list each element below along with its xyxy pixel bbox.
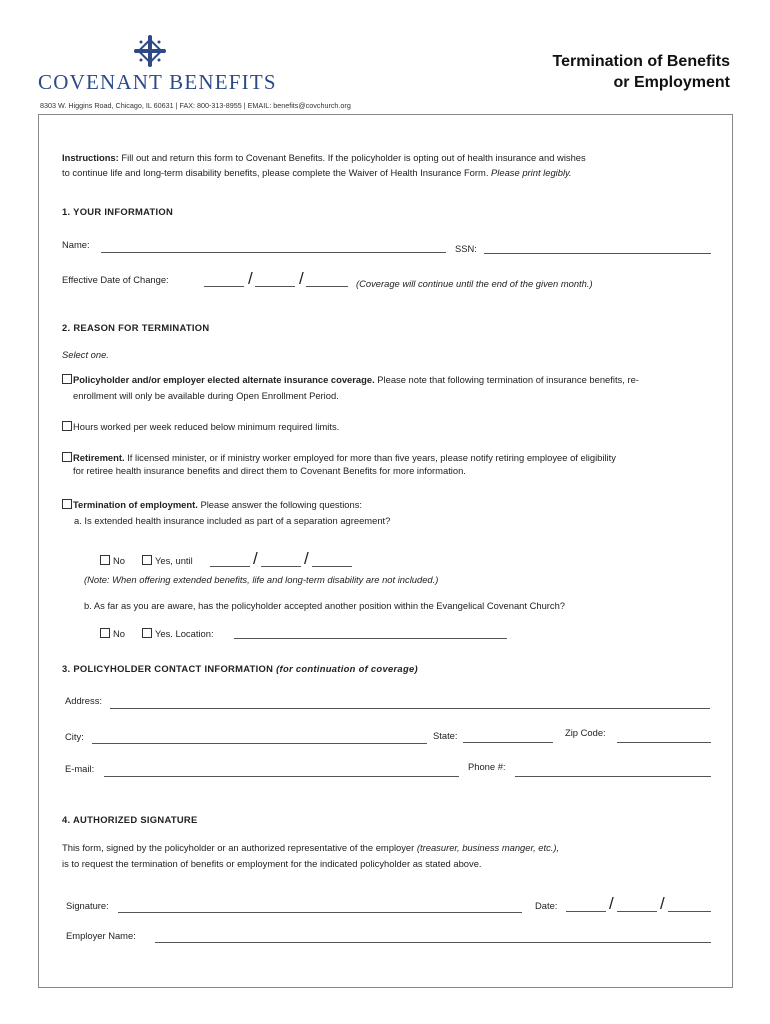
location-field[interactable] bbox=[234, 638, 507, 639]
question-b-yes-checkbox[interactable] bbox=[142, 628, 152, 638]
date-separator: / bbox=[609, 894, 614, 913]
instructions-line-1: Instructions: Fill out and return this form to Covenant Benefits. If the policyholder is opting out of health insurance and wishes bbox=[62, 152, 586, 163]
signature-date-label: Date: bbox=[535, 900, 558, 911]
date-separator: / bbox=[253, 549, 258, 568]
hours-reduced-checkbox[interactable] bbox=[62, 421, 72, 431]
organization-address: 8303 W. Higgins Road, Chicago, IL 60631 | FAX: 800-313-8955 | EMAIL: benefits@covchurch.org bbox=[40, 101, 351, 110]
authorization-text-line-1: This form, signed by the policyholder or an authorized representative of the employer (treasurer, business manger, etc.), bbox=[62, 842, 560, 853]
organization-name: COVENANT BENEFITS bbox=[38, 70, 277, 94]
question-a-yes-checkbox[interactable] bbox=[142, 555, 152, 565]
effective-date-month-field[interactable] bbox=[204, 286, 244, 287]
zip-code-field[interactable] bbox=[617, 742, 711, 743]
until-date-day-field[interactable] bbox=[261, 566, 301, 567]
question-b: b. As far as you are aware, has the policyholder accepted another position within the Evangelical Covenant Church? bbox=[84, 600, 566, 611]
retirement-checkbox[interactable] bbox=[62, 452, 72, 462]
hours-reduced-option: Hours worked per week reduced below minimum required limits. bbox=[73, 421, 340, 432]
address-label: Address: bbox=[65, 695, 102, 706]
state-field[interactable] bbox=[463, 742, 553, 743]
termination-of-employment-option: Termination of employment. Please answer the following questions: bbox=[73, 499, 363, 510]
extended-benefits-note: (Note: When offering extended benefits, life and long-term disability are not included.) bbox=[84, 574, 439, 585]
ssn-field[interactable] bbox=[484, 253, 711, 254]
question-b-no-checkbox[interactable] bbox=[100, 628, 110, 638]
signature-date-year-field[interactable] bbox=[668, 911, 711, 912]
termination-of-employment-checkbox[interactable] bbox=[62, 499, 72, 509]
date-separator: / bbox=[248, 269, 253, 288]
name-label: Name: bbox=[62, 239, 90, 250]
zip-code-label: Zip Code: bbox=[565, 727, 606, 738]
retirement-option: Retirement. If licensed minister, or if ministry worker employed for more than five years, please notify retiring employee of eligibility bbox=[73, 452, 616, 463]
question-a-no-checkbox[interactable] bbox=[100, 555, 110, 565]
date-separator: / bbox=[660, 894, 665, 913]
signature-date-month-field[interactable] bbox=[566, 911, 606, 912]
alternate-coverage-option: Policyholder and/or employer elected alternate insurance coverage. Please note that following termination of insurance benefits, re- bbox=[73, 374, 639, 385]
question-b-no-label: No bbox=[113, 628, 125, 639]
city-label: City: bbox=[65, 731, 84, 742]
employer-name-label: Employer Name: bbox=[66, 930, 136, 941]
signature-date-day-field[interactable] bbox=[617, 911, 657, 912]
question-a-no-label: No bbox=[113, 555, 125, 566]
coverage-note: (Coverage will continue until the end of the given month.) bbox=[356, 278, 593, 289]
form-title-line-2: or Employment bbox=[613, 74, 730, 91]
form-frame bbox=[38, 114, 733, 988]
alternate-coverage-checkbox[interactable] bbox=[62, 374, 72, 384]
name-field[interactable] bbox=[101, 252, 446, 253]
date-separator: / bbox=[304, 549, 309, 568]
state-label: State: bbox=[433, 730, 458, 741]
retirement-option-line-2: for retiree health insurance benefits and direct them to Covenant Benefits for more information. bbox=[73, 465, 466, 476]
form-title-line-1: Termination of Benefits bbox=[552, 53, 730, 70]
phone-field[interactable] bbox=[515, 776, 711, 777]
section-4-heading: 4. AUTHORIZED SIGNATURE bbox=[62, 814, 198, 825]
date-separator: / bbox=[299, 269, 304, 288]
effective-date-day-field[interactable] bbox=[255, 286, 295, 287]
question-a: a. Is extended health insurance included as part of a separation agreement? bbox=[74, 515, 391, 526]
signature-field[interactable] bbox=[118, 912, 522, 913]
employer-name-field[interactable] bbox=[155, 942, 711, 943]
signature-label: Signature: bbox=[66, 900, 109, 911]
question-a-yes-until-label: Yes, until bbox=[155, 555, 193, 566]
phone-label: Phone #: bbox=[468, 761, 506, 772]
section-3-heading: 3. POLICYHOLDER CONTACT INFORMATION (for continuation of coverage) bbox=[62, 663, 418, 674]
effective-date-label: Effective Date of Change: bbox=[62, 274, 169, 285]
until-date-year-field[interactable] bbox=[312, 566, 352, 567]
section-1-heading: 1. YOUR INFORMATION bbox=[62, 206, 174, 217]
city-field[interactable] bbox=[92, 743, 427, 744]
covenant-cross-logo-icon bbox=[133, 34, 167, 68]
effective-date-year-field[interactable] bbox=[306, 286, 348, 287]
ssn-label: SSN: bbox=[455, 243, 477, 254]
address-field[interactable] bbox=[110, 708, 710, 709]
section-2-heading: 2. REASON FOR TERMINATION bbox=[62, 322, 210, 333]
instructions-line-2: to continue life and long-term disability benefits, please complete the Waiver of Health Insurance Form. Please print legibly. bbox=[62, 167, 572, 178]
until-date-month-field[interactable] bbox=[210, 566, 250, 567]
authorization-text-line-2: is to request the termination of benefits or employment for the indicated policyholder as stated above. bbox=[62, 858, 482, 869]
email-field[interactable] bbox=[104, 776, 459, 777]
alternate-coverage-option-line-2: enrollment will only be available during Open Enrollment Period. bbox=[73, 390, 339, 401]
question-b-yes-location-label: Yes. Location: bbox=[155, 628, 214, 639]
select-one-label: Select one. bbox=[62, 349, 109, 360]
email-label: E-mail: bbox=[65, 763, 95, 774]
